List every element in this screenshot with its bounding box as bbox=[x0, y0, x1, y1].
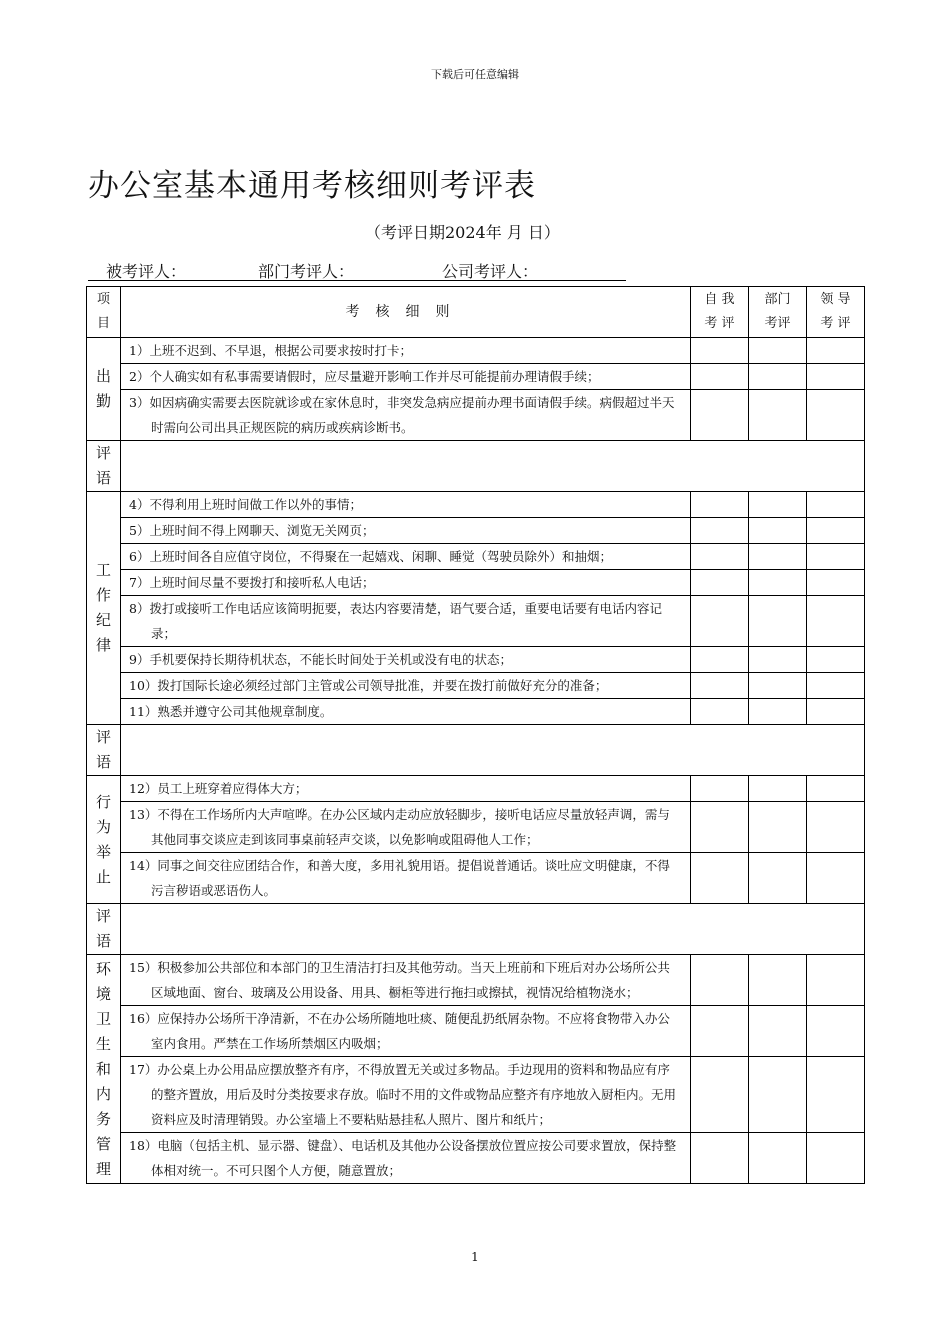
review-label-cell bbox=[87, 725, 121, 776]
dept-eval-cell[interactable] bbox=[749, 1006, 807, 1057]
category-char: 纪 bbox=[95, 611, 111, 629]
dept-eval-cell[interactable] bbox=[749, 955, 807, 1006]
self-eval-cell[interactable] bbox=[691, 390, 749, 441]
dept-eval-cell[interactable] bbox=[749, 596, 807, 647]
rule-text: 7）上班时间尽量不要拨打和接听私人电话； bbox=[129, 575, 375, 590]
category-char: 和 bbox=[95, 1059, 111, 1078]
leader-eval-cell[interactable] bbox=[807, 955, 865, 1006]
leader-eval-cell[interactable] bbox=[807, 647, 865, 673]
table-row bbox=[87, 1006, 865, 1057]
review-label-cell bbox=[87, 904, 121, 955]
rule-text: 15）积极参加公共部位和本部门的卫生清洁打扫及其他劳动。当天上班前和下班后对办公场所公共区域地面、窗台、玻璃及公用设备、用具、橱柜等进行拖扫或擦拭，视情况给植物浇水； bbox=[129, 960, 670, 1000]
evaluation-table bbox=[86, 286, 865, 1184]
self-eval-cell[interactable] bbox=[691, 518, 749, 544]
rule-text: 2）个人确实如有私事需要请假时，应尽量避开影响工作并尽可能提前办理请假手续； bbox=[129, 369, 600, 384]
category-char: 境 bbox=[95, 984, 111, 1003]
header-self-line2: 考 评 bbox=[704, 316, 735, 331]
header-self-eval bbox=[691, 287, 749, 338]
self-eval-cell[interactable] bbox=[691, 1057, 749, 1133]
rule-cell bbox=[121, 518, 691, 544]
self-eval-cell[interactable] bbox=[691, 955, 749, 1006]
leader-eval-cell[interactable] bbox=[807, 596, 865, 647]
rule-text: 9）手机要保持长期待机状态，不能长时间处于关机或没有电的状态； bbox=[129, 652, 512, 667]
self-eval-cell[interactable] bbox=[691, 1133, 749, 1184]
evaluator-line bbox=[88, 259, 626, 281]
leader-eval-cell[interactable] bbox=[807, 544, 865, 570]
review-label-char: 评 bbox=[95, 907, 111, 925]
dept-eval-cell[interactable] bbox=[749, 364, 807, 390]
category-char: 出 bbox=[95, 367, 111, 385]
table-row bbox=[87, 955, 865, 1006]
category-cell bbox=[87, 338, 121, 441]
leader-eval-cell[interactable] bbox=[807, 802, 865, 853]
rule-text: 16）应保持办公场所干净清新，不在办公场所随地吐痰、随便乱扔纸屑杂物。不应将食物带入办公室内食用。严禁在工作场所禁烟区内吸烟； bbox=[129, 1011, 670, 1051]
department-evaluator-label: 部门考评人： bbox=[258, 262, 355, 281]
rule-cell bbox=[121, 955, 691, 1006]
dept-eval-cell[interactable] bbox=[749, 776, 807, 802]
leader-eval-cell[interactable] bbox=[807, 776, 865, 802]
table-row bbox=[87, 518, 865, 544]
header-dept-eval bbox=[749, 287, 807, 338]
rule-cell bbox=[121, 1006, 691, 1057]
header-note: 下载后可任意编辑 bbox=[431, 68, 519, 81]
table-row bbox=[87, 699, 865, 725]
rule-text: 14）同事之间交往应团结合作，和善大度，多用礼貌用语。提倡说普通话。谈吐应文明健康，不得污言秽语或恶语伤人。 bbox=[129, 858, 670, 898]
category-char: 律 bbox=[95, 636, 111, 654]
rule-cell bbox=[121, 853, 691, 904]
leader-eval-cell[interactable] bbox=[807, 1006, 865, 1057]
category-char: 举 bbox=[95, 842, 111, 861]
self-eval-cell[interactable] bbox=[691, 647, 749, 673]
self-eval-cell[interactable] bbox=[691, 492, 749, 518]
header-rules: 考核细则 bbox=[121, 287, 691, 338]
leader-eval-cell[interactable] bbox=[807, 518, 865, 544]
category-char: 为 bbox=[95, 817, 111, 836]
dept-eval-cell[interactable] bbox=[749, 802, 807, 853]
table-row bbox=[87, 647, 865, 673]
rule-cell bbox=[121, 364, 691, 390]
rule-cell bbox=[121, 390, 691, 441]
header-item-line1: 项 bbox=[96, 292, 110, 307]
rule-cell bbox=[121, 647, 691, 673]
review-comment-cell[interactable] bbox=[121, 904, 865, 955]
company-evaluator-label: 公司考评人： bbox=[442, 262, 539, 281]
leader-eval-cell[interactable] bbox=[807, 390, 865, 441]
dept-eval-cell[interactable] bbox=[749, 699, 807, 725]
rule-cell bbox=[121, 673, 691, 699]
rule-text: 4）不得利用上班时间做工作以外的事情； bbox=[129, 497, 362, 512]
rule-text: 6）上班时间各自应值守岗位，不得聚在一起嬉戏、闲聊、睡觉（驾驶员除外）和抽烟； bbox=[129, 549, 612, 564]
category-char: 止 bbox=[95, 867, 111, 886]
category-cell bbox=[87, 776, 121, 904]
rule-cell bbox=[121, 596, 691, 647]
table-row bbox=[87, 390, 865, 441]
leader-eval-cell[interactable] bbox=[807, 853, 865, 904]
table-row bbox=[87, 364, 865, 390]
header-self-line1: 自 我 bbox=[704, 292, 735, 307]
rule-cell bbox=[121, 492, 691, 518]
dept-eval-cell[interactable] bbox=[749, 1133, 807, 1184]
leader-eval-cell[interactable] bbox=[807, 673, 865, 699]
table-row bbox=[87, 570, 865, 596]
category-char: 勤 bbox=[95, 392, 111, 410]
table-row bbox=[87, 853, 865, 904]
category-char: 行 bbox=[95, 792, 111, 811]
self-eval-cell[interactable] bbox=[691, 544, 749, 570]
self-eval-cell[interactable] bbox=[691, 699, 749, 725]
leader-eval-cell[interactable] bbox=[807, 338, 865, 364]
evaluation-date: （考评日期2024年 月 日） bbox=[365, 223, 560, 242]
leader-eval-cell[interactable] bbox=[807, 570, 865, 596]
rule-cell bbox=[121, 1057, 691, 1133]
category-cell bbox=[87, 955, 121, 1184]
rule-text: 11）熟悉并遵守公司其他规章制度。 bbox=[129, 704, 333, 719]
category-char: 作 bbox=[95, 586, 111, 604]
category-cell bbox=[87, 492, 121, 725]
table-header-row bbox=[87, 287, 865, 338]
category-char: 管 bbox=[95, 1134, 111, 1153]
review-label-char: 评 bbox=[95, 728, 111, 746]
rule-text: 3）如因病确实需要去医院就诊或在家休息时，非突发急病应提前办理书面请假手续。病假超过半天时需向公司出具正规医院的病历或疾病诊断书。 bbox=[129, 395, 675, 435]
review-label-char: 语 bbox=[95, 932, 111, 950]
table-row bbox=[87, 673, 865, 699]
category-char: 理 bbox=[95, 1159, 111, 1178]
rule-text: 18）电脑（包括主机、显示器、键盘）、电话机及其他办公设备摆放位置应按公司要求置放，保持整体相对统一。不可只图个人方便，随意置放； bbox=[129, 1138, 677, 1178]
dept-eval-cell[interactable] bbox=[749, 673, 807, 699]
leader-eval-cell[interactable] bbox=[807, 492, 865, 518]
dept-eval-cell[interactable] bbox=[749, 1057, 807, 1133]
dept-eval-cell[interactable] bbox=[749, 647, 807, 673]
table-row bbox=[87, 492, 865, 518]
table-row bbox=[87, 1133, 865, 1184]
dept-eval-cell[interactable] bbox=[749, 570, 807, 596]
self-eval-cell[interactable] bbox=[691, 338, 749, 364]
category-char: 工 bbox=[95, 561, 111, 579]
table-row bbox=[87, 596, 865, 647]
rule-cell bbox=[121, 699, 691, 725]
leader-eval-cell[interactable] bbox=[807, 699, 865, 725]
dept-eval-cell[interactable] bbox=[749, 853, 807, 904]
table-row bbox=[87, 1057, 865, 1133]
header-leader-eval bbox=[807, 287, 865, 338]
category-char: 环 bbox=[95, 959, 111, 978]
category-char: 生 bbox=[95, 1034, 111, 1053]
self-eval-cell[interactable] bbox=[691, 673, 749, 699]
table-row bbox=[87, 802, 865, 853]
leader-eval-cell[interactable] bbox=[807, 1133, 865, 1184]
leader-eval-cell[interactable] bbox=[807, 1057, 865, 1133]
rule-text: 13）不得在工作场所内大声喧哗。在办公区域内走动应放轻脚步，接听电话应尽量放轻声调，需与其他同事交谈应走到该同事桌前轻声交谈，以免影响或阻碍他人工作； bbox=[129, 807, 670, 847]
header-leader-line2: 考 评 bbox=[820, 316, 851, 331]
review-row bbox=[87, 904, 865, 955]
review-row bbox=[87, 441, 865, 492]
category-char: 内 bbox=[95, 1084, 111, 1103]
review-label-cell bbox=[87, 441, 121, 492]
leader-eval-cell[interactable] bbox=[807, 364, 865, 390]
review-label-char: 语 bbox=[95, 469, 111, 487]
self-eval-cell[interactable] bbox=[691, 802, 749, 853]
table-row bbox=[87, 338, 865, 364]
self-eval-cell[interactable] bbox=[691, 570, 749, 596]
evaluatee-label: 被考评人： bbox=[106, 262, 187, 281]
rule-text: 17）办公桌上办公用品应摆放整齐有序，不得放置无关或过多物品。手边现用的资料和物品应有序的整齐置放，用后及时分类按要求存放。临时不用的文件或物品应整齐有序地放入厨柜内。无用资料应及时清理销毁。办公室墙上不要粘贴悬挂私人照片、图片和纸片； bbox=[129, 1062, 677, 1127]
review-comment-cell[interactable] bbox=[121, 441, 865, 492]
header-dept-line2: 考评 bbox=[764, 316, 791, 331]
self-eval-cell[interactable] bbox=[691, 596, 749, 647]
rule-cell bbox=[121, 802, 691, 853]
header-dept-line1: 部门 bbox=[764, 292, 791, 307]
self-eval-cell[interactable] bbox=[691, 1006, 749, 1057]
rule-cell bbox=[121, 338, 691, 364]
review-label-char: 语 bbox=[95, 753, 111, 771]
rule-cell bbox=[121, 544, 691, 570]
self-eval-cell[interactable] bbox=[691, 364, 749, 390]
dept-eval-cell[interactable] bbox=[749, 544, 807, 570]
header-leader-line1: 领 导 bbox=[820, 292, 851, 307]
rule-text: 10）拨打国际长途必须经过部门主管或公司领导批准，并要在拨打前做好充分的准备； bbox=[129, 678, 608, 693]
table-row bbox=[87, 776, 865, 802]
category-char: 务 bbox=[95, 1109, 111, 1128]
rule-cell bbox=[121, 776, 691, 802]
header-item bbox=[87, 287, 121, 338]
rule-cell bbox=[121, 1133, 691, 1184]
review-label-char: 评 bbox=[95, 444, 111, 462]
self-eval-cell[interactable] bbox=[691, 853, 749, 904]
rule-text: 1）上班不迟到、不早退，根据公司要求按时打卡； bbox=[129, 343, 412, 358]
review-row bbox=[87, 725, 865, 776]
dept-eval-cell[interactable] bbox=[749, 390, 807, 441]
rule-text: 5）上班时间不得上网聊天、浏览无关网页； bbox=[129, 523, 375, 538]
table-row bbox=[87, 544, 865, 570]
rule-text: 12）员工上班穿着应得体大方； bbox=[129, 781, 308, 796]
dept-eval-cell[interactable] bbox=[749, 338, 807, 364]
rule-text: 8）拨打或接听工作电话应该简明扼要，表达内容要清楚，语气要合适，重要电话要有电话内容记录； bbox=[129, 601, 662, 641]
review-comment-cell[interactable] bbox=[121, 725, 865, 776]
dept-eval-cell[interactable] bbox=[749, 518, 807, 544]
page-title: 办公室基本通用考核细则考评表 bbox=[88, 168, 536, 204]
header-item-line2: 目 bbox=[96, 316, 110, 331]
page-number: 1 bbox=[471, 1250, 479, 1264]
dept-eval-cell[interactable] bbox=[749, 492, 807, 518]
self-eval-cell[interactable] bbox=[691, 776, 749, 802]
rule-cell bbox=[121, 570, 691, 596]
category-char: 卫 bbox=[95, 1009, 111, 1028]
